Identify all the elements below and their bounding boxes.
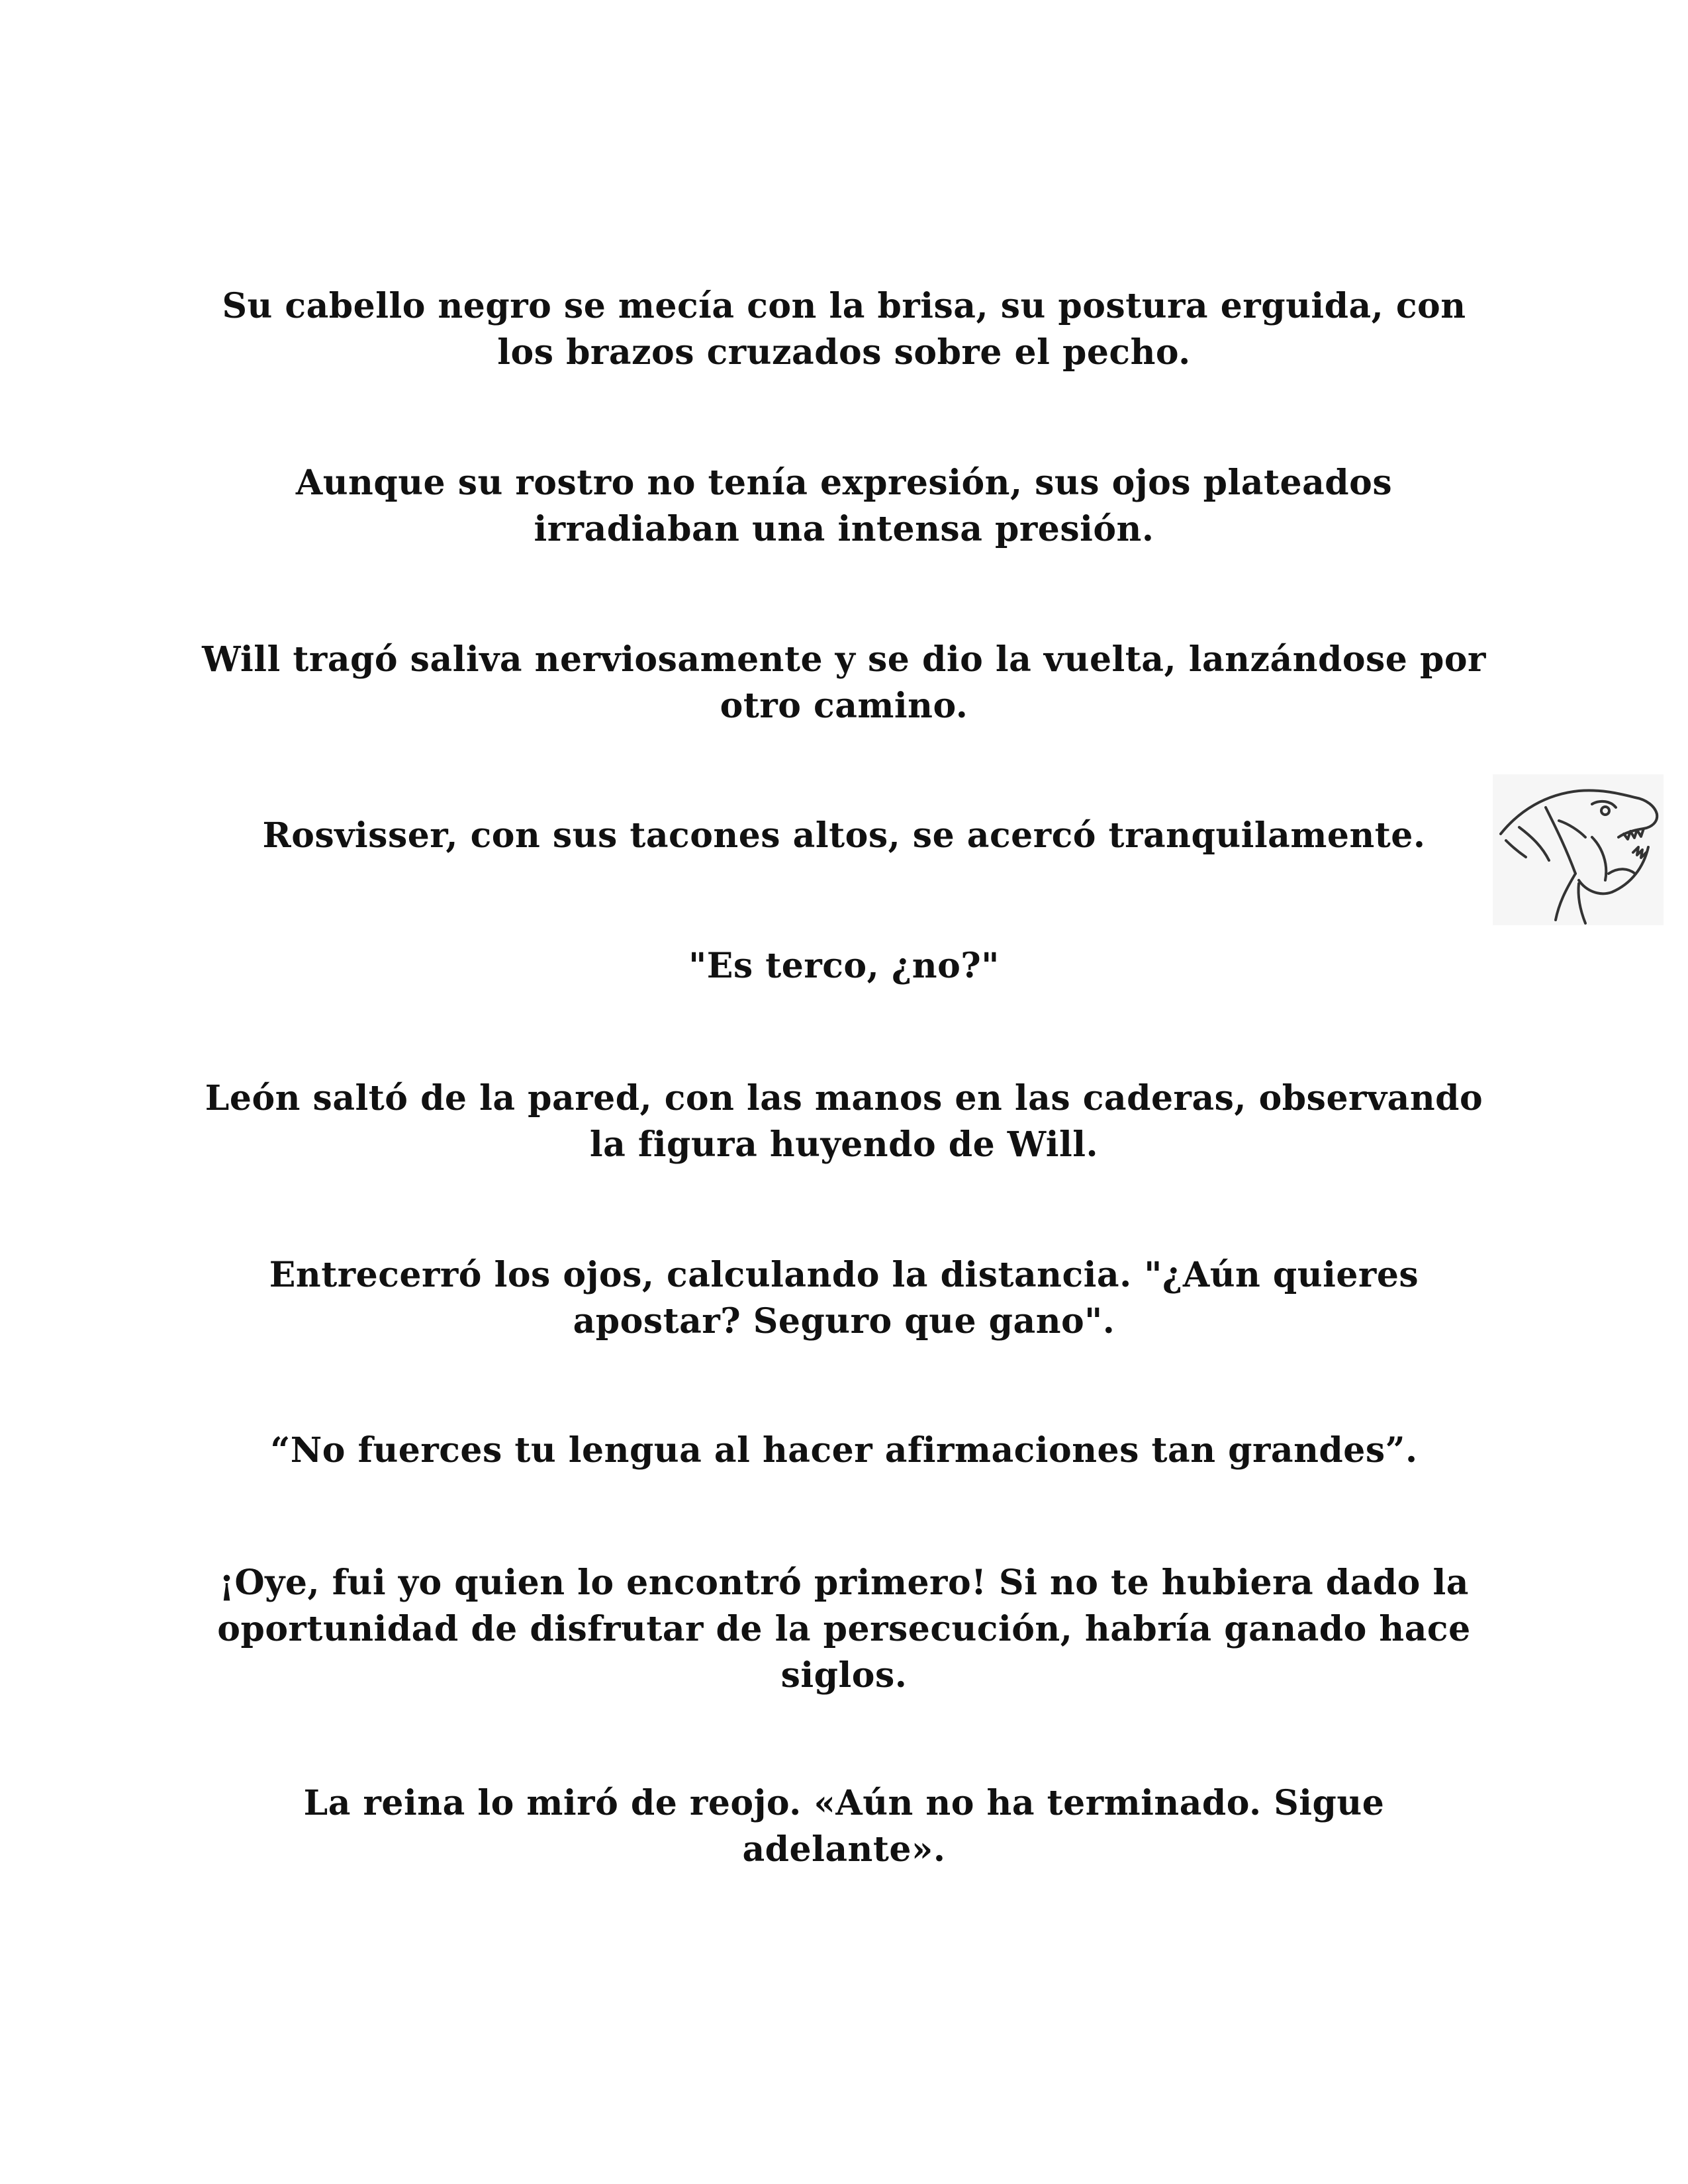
paragraph-7: Entrecerró los ojos, calculando la distancia. "¿Aún quieres apostar? Seguro que gano". [269,1255,1419,1342]
paragraph-10: La reina lo miró de reojo. «Aún no ha terminado. Sigue adelante». [303,1783,1385,1870]
paragraph-3: Will tragó saliva nerviosamente y se dio la vuelta, lanzándose por otro camino. [202,639,1486,726]
dinosaur-head-icon [1493,774,1664,925]
paragraph-1: Su cabello negro se mecía con la brisa, su postura erguida, con los brazos cruzados sobre el pecho. [222,286,1466,373]
paragraph-6: León saltó de la pared, con las manos en las caderas, observando la figura huyendo de Will. [205,1078,1483,1165]
paragraph-4: Rosvisser, con sus tacones altos, se acercó tranquilamente. [262,815,1426,856]
paragraph-8: “No fuerces tu lengua al hacer afirmaciones tan grandes”. [270,1430,1418,1471]
paragraph-5: "Es terco, ¿no?" [688,946,1000,986]
paragraph-2: Aunque su rostro no tenía expresión, sus ojos plateados irradiaban una intensa presión. [295,463,1393,549]
paragraph-9: ¡Oye, fui yo quien lo encontró primero! Si no te hubiera dado la oportunidad de disfrutar de la persecución, habría ganado hace siglos. [217,1563,1471,1696]
